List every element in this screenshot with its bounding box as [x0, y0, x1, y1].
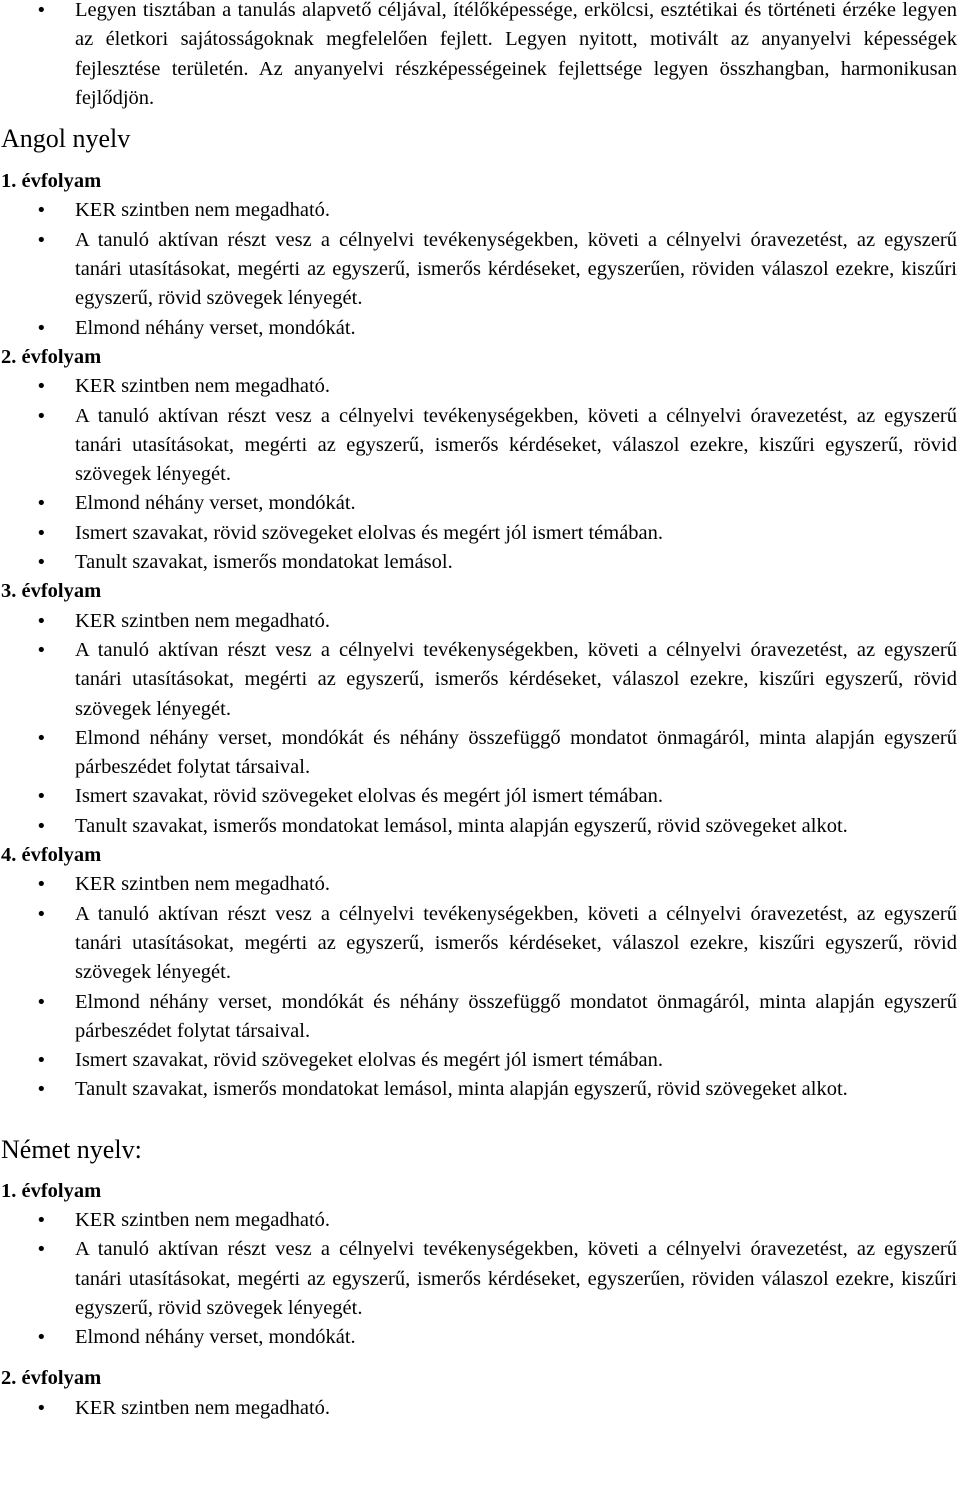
- list-item: • Ismert szavakat, rövid szövegeket elolvas és megért jól ismert témában.: [0, 1046, 960, 1075]
- list-item: • Tanult szavakat, ismerős mondatokat lemásol, minta alapján egyszerű, rövid szövegeket alkot.: [0, 812, 960, 841]
- list-item: • KER szintben nem megadható.: [0, 870, 960, 899]
- grade-heading: 2. évfolyam: [1, 1367, 102, 1390]
- section-title-nemet: Német nyelv:: [1, 1134, 142, 1164]
- list-item: • KER szintben nem megadható.: [0, 1394, 960, 1423]
- grade-list: [0, 607, 960, 841]
- list-item: • Elmond néhány verset, mondókát.: [0, 489, 960, 518]
- list-item: • Elmond néhány verset, mondókát és néhány összefüggő mondatot önmagáról, minta alapján egyszerű párbeszédet folytat társaival.: [0, 724, 960, 783]
- list-item: • Ismert szavakat, rövid szövegeket elolvas és megért jól ismert témában.: [0, 782, 960, 811]
- grade-heading: 3. évfolyam: [1, 580, 102, 603]
- grade-heading: 2. évfolyam: [1, 345, 102, 368]
- intro-bullet: • Legyen tisztában a tanulás alapvető céljával, ítélőképessége, erkölcsi, esztétikai és történeti érzéke legyen az életkori sajátosságoknak megfelelően fejlett. Legyen nyitott, motivált az anyanyelvi képességek fejlesztése területén. Az anyanyelvi részképességeinek fejlettsége legyen összhangban, harmonikusan fejlődjön.: [0, 0, 960, 113]
- intro-list: [0, 0, 960, 113]
- list-item: • Tanult szavakat, ismerős mondatokat lemásol.: [0, 548, 960, 577]
- grade-heading: 4. évfolyam: [1, 844, 102, 867]
- grade-list: [0, 196, 960, 342]
- list-item: • KER szintben nem megadható.: [0, 196, 960, 225]
- section-title-angol: Angol nyelv: [1, 124, 131, 154]
- grade-list: [0, 1206, 960, 1352]
- list-item: • Elmond néhány verset, mondókát.: [0, 314, 960, 343]
- list-item: • KER szintben nem megadható.: [0, 1206, 960, 1235]
- list-item: • Ismert szavakat, rövid szövegeket elolvas és megért jól ismert témában.: [0, 519, 960, 548]
- list-item: • Elmond néhány verset, mondókát és néhány összefüggő mondatot önmagáról, minta alapján egyszerű párbeszédet folytat társaival.: [0, 988, 960, 1047]
- list-item: • A tanuló aktívan részt vesz a célnyelvi tevékenységekben, követi a célnyelvi óravezetést, az egyszerű tanári utasításokat, megérti az egyszerű, ismerős kérdéseket, válaszol ezekre, kiszűri egyszerű, rövid szövegek lényegét.: [0, 636, 960, 724]
- list-item: • Tanult szavakat, ismerős mondatokat lemásol, minta alapján egyszerű, rövid szövegeket alkot.: [0, 1075, 960, 1104]
- grade-heading: 1. évfolyam: [1, 170, 102, 193]
- list-item: • A tanuló aktívan részt vesz a célnyelvi tevékenységekben, követi a célnyelvi óravezetést, az egyszerű tanári utasításokat, megérti az egyszerű, ismerős kérdéseket, válaszol ezekre, kiszűri egyszerű, rövid szövegek lényegét.: [0, 900, 960, 988]
- list-item: • Elmond néhány verset, mondókát.: [0, 1323, 960, 1352]
- grade-heading: 1. évfolyam: [1, 1179, 102, 1202]
- list-item: • A tanuló aktívan részt vesz a célnyelvi tevékenységekben, követi a célnyelvi óravezetést, az egyszerű tanári utasításokat, megérti az egyszerű, ismerős kérdéseket, egyszerűen, röviden válaszol ezekre, kiszűri egyszerű, rövid szövegek lényegét.: [0, 226, 960, 314]
- grade-list: [0, 870, 960, 1104]
- grade-list: [0, 1394, 960, 1423]
- list-item: • A tanuló aktívan részt vesz a célnyelvi tevékenységekben, követi a célnyelvi óravezetést, az egyszerű tanári utasításokat, megérti az egyszerű, ismerős kérdéseket, válaszol ezekre, kiszűri egyszerű, rövid szövegek lényegét.: [0, 402, 960, 490]
- grade-list: [0, 372, 960, 577]
- list-item: • KER szintben nem megadható.: [0, 372, 960, 401]
- list-item: • KER szintben nem megadható.: [0, 607, 960, 636]
- list-item: • A tanuló aktívan részt vesz a célnyelvi tevékenységekben, követi a célnyelvi óravezetést, az egyszerű tanári utasításokat, megérti az egyszerű, ismerős kérdéseket, egyszerűen, röviden válaszol ezekre, kiszűri egyszerű, rövid szövegek lényegét.: [0, 1235, 960, 1323]
